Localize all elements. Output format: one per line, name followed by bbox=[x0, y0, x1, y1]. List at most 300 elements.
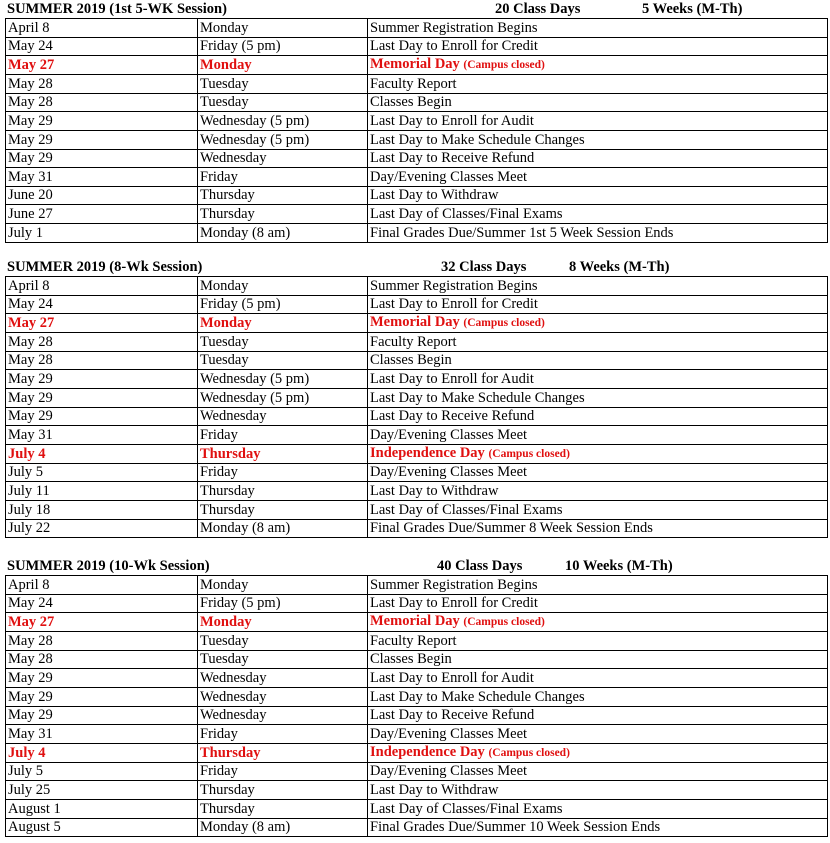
date-cell bbox=[6, 706, 198, 725]
date-cell-text: May 24 bbox=[8, 595, 53, 612]
date-cell-text: May 27 bbox=[8, 57, 55, 74]
day-cell-text: Thursday bbox=[200, 781, 255, 798]
table-row bbox=[6, 112, 828, 131]
table-row bbox=[6, 576, 828, 595]
section-title: SUMMER 2019 (10-Wk Session) bbox=[7, 558, 210, 574]
day-cell-text: Monday bbox=[200, 19, 249, 36]
date-cell-text: April 8 bbox=[8, 19, 50, 36]
date-cell-text: May 28 bbox=[8, 94, 53, 111]
date-cell bbox=[6, 818, 198, 837]
day-cell-text: Wednesday (5 pm) bbox=[200, 131, 310, 148]
event-cell-text: Last Day to Enroll for Audit bbox=[370, 370, 534, 387]
day-cell bbox=[198, 388, 368, 407]
day-cell-text: Wednesday bbox=[200, 150, 267, 167]
class-days: 32 Class Days bbox=[441, 259, 527, 275]
schedule-table bbox=[5, 276, 828, 538]
event-cell bbox=[368, 19, 828, 38]
day-cell-text: Tuesday bbox=[200, 632, 249, 649]
day-cell-text: Friday bbox=[200, 763, 238, 780]
date-cell-text: May 31 bbox=[8, 725, 53, 742]
event-cell bbox=[368, 93, 828, 112]
day-cell-text: Wednesday (5 pm) bbox=[200, 389, 310, 406]
day-cell bbox=[198, 687, 368, 706]
day-cell bbox=[198, 706, 368, 725]
event-cell-text: Day/Evening Classes Meet bbox=[370, 426, 528, 443]
date-cell-text: June 20 bbox=[8, 187, 53, 204]
event-cell-text: Last Day to Withdraw bbox=[370, 781, 499, 798]
section-header bbox=[5, 557, 827, 575]
date-cell bbox=[6, 112, 198, 131]
event-cell-text: Classes Begin bbox=[370, 352, 452, 369]
event-cell-text: Last Day to Receive Refund bbox=[370, 707, 535, 724]
table-row bbox=[6, 781, 828, 800]
day-cell bbox=[198, 482, 368, 501]
schedule-table bbox=[5, 575, 828, 837]
table-row bbox=[6, 519, 828, 538]
event-cell-text: Last Day to Withdraw bbox=[370, 187, 499, 204]
event-cell bbox=[368, 725, 828, 744]
table-row bbox=[6, 463, 828, 482]
event-cell-text: Last Day to Withdraw bbox=[370, 482, 499, 499]
table-row bbox=[6, 706, 828, 725]
event-cell-text: Day/Evening Classes Meet bbox=[370, 763, 528, 780]
date-cell bbox=[6, 519, 198, 538]
event-cell bbox=[368, 277, 828, 296]
day-cell bbox=[198, 19, 368, 38]
day-cell-text: Thursday bbox=[200, 187, 255, 204]
date-cell bbox=[6, 576, 198, 595]
day-cell-text: Tuesday bbox=[200, 333, 249, 350]
event-cell bbox=[368, 186, 828, 205]
day-cell-text: Monday (8 am) bbox=[200, 819, 291, 836]
table-row bbox=[6, 407, 828, 426]
day-cell-text: Friday (5 pm) bbox=[200, 595, 281, 612]
day-cell bbox=[198, 112, 368, 131]
event-cell-text: Memorial Day bbox=[370, 314, 460, 331]
date-cell-text: May 28 bbox=[8, 352, 53, 369]
date-cell-text: July 4 bbox=[8, 445, 46, 462]
day-cell bbox=[198, 650, 368, 669]
weeks: 8 Weeks (M-Th) bbox=[569, 259, 670, 275]
event-cell bbox=[368, 333, 828, 352]
day-cell bbox=[198, 799, 368, 818]
day-cell bbox=[198, 818, 368, 837]
day-cell-text: Monday bbox=[200, 277, 249, 294]
event-cell bbox=[368, 632, 828, 651]
date-cell bbox=[6, 37, 198, 56]
section-title: SUMMER 2019 (1st 5-WK Session) bbox=[7, 1, 227, 17]
day-cell-text: Tuesday bbox=[200, 651, 249, 668]
event-cell-text: Summer Registration Begins bbox=[370, 19, 538, 36]
table-row bbox=[6, 277, 828, 296]
date-cell bbox=[6, 669, 198, 688]
day-cell-text: Monday bbox=[200, 315, 252, 332]
date-cell-text: May 31 bbox=[8, 426, 53, 443]
event-cell-text: Last Day to Receive Refund bbox=[370, 408, 535, 425]
date-cell-text: May 28 bbox=[8, 651, 53, 668]
day-cell bbox=[198, 632, 368, 651]
date-cell-text: May 29 bbox=[8, 389, 53, 406]
day-cell bbox=[198, 93, 368, 112]
event-cell-text: Last Day to Enroll for Audit bbox=[370, 669, 534, 686]
date-cell bbox=[6, 295, 198, 314]
event-cell-text: Independence Day bbox=[370, 444, 485, 461]
date-cell bbox=[6, 19, 198, 38]
table-row bbox=[6, 687, 828, 706]
event-cell bbox=[368, 168, 828, 187]
day-cell-text: Friday bbox=[200, 725, 238, 742]
date-cell-text: July 5 bbox=[8, 763, 44, 780]
event-cell-text: Last Day to Make Schedule Changes bbox=[370, 131, 585, 148]
day-cell-text: Thursday bbox=[200, 744, 261, 761]
table-row bbox=[6, 650, 828, 669]
date-cell bbox=[6, 500, 198, 519]
campus-closed-note: (Campus closed) bbox=[463, 317, 545, 330]
event-cell-text: Classes Begin bbox=[370, 94, 452, 111]
date-cell bbox=[6, 149, 198, 168]
day-cell bbox=[198, 75, 368, 94]
date-cell-text: May 29 bbox=[8, 112, 53, 129]
event-cell bbox=[368, 463, 828, 482]
section-header bbox=[5, 258, 827, 276]
event-cell bbox=[368, 370, 828, 389]
date-cell-text: July 25 bbox=[8, 781, 51, 798]
event-cell-text: Memorial Day bbox=[370, 613, 460, 630]
event-cell bbox=[368, 407, 828, 426]
class-days: 40 Class Days bbox=[437, 558, 523, 574]
session-8wk bbox=[5, 258, 827, 538]
date-cell bbox=[6, 333, 198, 352]
table-row bbox=[6, 388, 828, 407]
event-cell-text: Last Day of Classes/Final Exams bbox=[370, 501, 563, 518]
event-cell-text: Independence Day bbox=[370, 743, 485, 760]
event-cell bbox=[368, 594, 828, 613]
date-cell bbox=[6, 370, 198, 389]
event-cell bbox=[368, 314, 828, 333]
date-cell-text: May 28 bbox=[8, 333, 53, 350]
day-cell-text: Thursday bbox=[200, 501, 255, 518]
table-row bbox=[6, 93, 828, 112]
day-cell-text: Wednesday bbox=[200, 688, 267, 705]
campus-closed-note: (Campus closed) bbox=[463, 59, 545, 72]
date-cell-text: May 27 bbox=[8, 315, 55, 332]
day-cell bbox=[198, 370, 368, 389]
table-row bbox=[6, 351, 828, 370]
day-cell-text: Wednesday (5 pm) bbox=[200, 112, 310, 129]
date-cell bbox=[6, 725, 198, 744]
event-cell bbox=[368, 426, 828, 445]
date-cell bbox=[6, 186, 198, 205]
event-cell bbox=[368, 75, 828, 94]
day-cell bbox=[198, 463, 368, 482]
day-cell-text: Monday (8 am) bbox=[200, 224, 291, 241]
table-row bbox=[6, 295, 828, 314]
date-cell bbox=[6, 762, 198, 781]
date-cell bbox=[6, 444, 198, 463]
day-cell bbox=[198, 351, 368, 370]
event-cell-text: Day/Evening Classes Meet bbox=[370, 725, 528, 742]
date-cell-text: May 31 bbox=[8, 168, 53, 185]
table-row bbox=[6, 370, 828, 389]
day-cell bbox=[198, 781, 368, 800]
date-cell-text: May 29 bbox=[8, 707, 53, 724]
day-cell bbox=[198, 186, 368, 205]
table-row bbox=[6, 168, 828, 187]
event-cell bbox=[368, 576, 828, 595]
day-cell bbox=[198, 743, 368, 762]
date-cell-text: April 8 bbox=[8, 576, 50, 593]
day-cell-text: Thursday bbox=[200, 800, 255, 817]
event-cell bbox=[368, 295, 828, 314]
day-cell bbox=[198, 725, 368, 744]
day-cell-text: Friday (5 pm) bbox=[200, 38, 281, 55]
event-cell bbox=[368, 388, 828, 407]
day-cell-text: Tuesday bbox=[200, 94, 249, 111]
day-cell-text: Wednesday bbox=[200, 408, 267, 425]
day-cell bbox=[198, 613, 368, 632]
holiday-row bbox=[6, 56, 828, 75]
table-row bbox=[6, 333, 828, 352]
date-cell bbox=[6, 277, 198, 296]
date-cell-text: August 1 bbox=[8, 800, 61, 817]
event-cell bbox=[368, 818, 828, 837]
session-5wk bbox=[5, 0, 827, 243]
event-cell-text: Faculty Report bbox=[370, 632, 457, 649]
event-cell bbox=[368, 149, 828, 168]
event-cell bbox=[368, 762, 828, 781]
event-cell-text: Last Day to Enroll for Credit bbox=[370, 296, 538, 313]
day-cell-text: Monday bbox=[200, 614, 252, 631]
table-row bbox=[6, 186, 828, 205]
campus-closed-note: (Campus closed) bbox=[463, 616, 545, 629]
day-cell-text: Wednesday bbox=[200, 707, 267, 724]
event-cell-text: Last Day to Enroll for Audit bbox=[370, 112, 534, 129]
date-cell-text: May 29 bbox=[8, 688, 53, 705]
event-cell-text: Day/Evening Classes Meet bbox=[370, 464, 528, 481]
date-cell-text: July 1 bbox=[8, 224, 44, 241]
holiday-row bbox=[6, 444, 828, 463]
table-row bbox=[6, 669, 828, 688]
date-cell-text: July 4 bbox=[8, 744, 46, 761]
day-cell-text: Wednesday (5 pm) bbox=[200, 370, 310, 387]
date-cell bbox=[6, 56, 198, 75]
date-cell bbox=[6, 632, 198, 651]
date-cell bbox=[6, 482, 198, 501]
day-cell-text: Friday (5 pm) bbox=[200, 296, 281, 313]
day-cell-text: Friday bbox=[200, 168, 238, 185]
campus-closed-note: (Campus closed) bbox=[488, 447, 570, 460]
event-cell-text: Classes Begin bbox=[370, 651, 452, 668]
day-cell bbox=[198, 37, 368, 56]
holiday-row bbox=[6, 314, 828, 333]
event-cell-text: Last Day to Enroll for Credit bbox=[370, 38, 538, 55]
event-cell bbox=[368, 223, 828, 242]
date-cell-text: May 29 bbox=[8, 150, 53, 167]
event-cell bbox=[368, 130, 828, 149]
day-cell bbox=[198, 762, 368, 781]
day-cell bbox=[198, 314, 368, 333]
table-row bbox=[6, 818, 828, 837]
event-cell bbox=[368, 743, 828, 762]
event-cell-text: Faculty Report bbox=[370, 333, 457, 350]
session-10wk bbox=[5, 557, 827, 837]
event-cell bbox=[368, 706, 828, 725]
date-cell bbox=[6, 463, 198, 482]
day-cell-text: Monday bbox=[200, 57, 252, 74]
day-cell bbox=[198, 168, 368, 187]
holiday-row bbox=[6, 613, 828, 632]
day-cell bbox=[198, 669, 368, 688]
event-cell bbox=[368, 444, 828, 463]
day-cell bbox=[198, 519, 368, 538]
date-cell bbox=[6, 223, 198, 242]
event-cell-text: Final Grades Due/Summer 10 Week Session Ends bbox=[370, 819, 661, 836]
event-cell bbox=[368, 519, 828, 538]
date-cell bbox=[6, 426, 198, 445]
event-cell-text: Last Day of Classes/Final Exams bbox=[370, 800, 563, 817]
date-cell-text: May 24 bbox=[8, 296, 53, 313]
date-cell bbox=[6, 205, 198, 224]
event-cell bbox=[368, 500, 828, 519]
date-cell-text: May 29 bbox=[8, 131, 53, 148]
section-header bbox=[5, 0, 827, 18]
table-row bbox=[6, 594, 828, 613]
date-cell bbox=[6, 168, 198, 187]
table-row bbox=[6, 75, 828, 94]
day-cell bbox=[198, 407, 368, 426]
date-cell bbox=[6, 75, 198, 94]
day-cell bbox=[198, 576, 368, 595]
day-cell-text: Thursday bbox=[200, 482, 255, 499]
table-row bbox=[6, 426, 828, 445]
table-row bbox=[6, 37, 828, 56]
day-cell bbox=[198, 277, 368, 296]
day-cell bbox=[198, 333, 368, 352]
table-row bbox=[6, 762, 828, 781]
day-cell bbox=[198, 223, 368, 242]
date-cell-text: May 24 bbox=[8, 38, 53, 55]
table-row bbox=[6, 632, 828, 651]
event-cell-text: Last Day to Make Schedule Changes bbox=[370, 389, 585, 406]
table-row bbox=[6, 500, 828, 519]
weeks: 10 Weeks (M-Th) bbox=[565, 558, 673, 574]
schedule-table bbox=[5, 18, 828, 243]
weeks: 5 Weeks (M-Th) bbox=[642, 1, 743, 17]
day-cell bbox=[198, 130, 368, 149]
day-cell-text: Thursday bbox=[200, 445, 261, 462]
date-cell bbox=[6, 781, 198, 800]
day-cell-text: Monday (8 am) bbox=[200, 520, 291, 537]
event-cell bbox=[368, 687, 828, 706]
event-cell bbox=[368, 669, 828, 688]
event-cell-text: Summer Registration Begins bbox=[370, 576, 538, 593]
event-cell-text: Day/Evening Classes Meet bbox=[370, 168, 528, 185]
date-cell bbox=[6, 388, 198, 407]
day-cell bbox=[198, 205, 368, 224]
event-cell-text: Faculty Report bbox=[370, 75, 457, 92]
event-cell-text: Last Day to Receive Refund bbox=[370, 150, 535, 167]
event-cell-text: Final Grades Due/Summer 1st 5 Week Session Ends bbox=[370, 224, 674, 241]
date-cell-text: July 18 bbox=[8, 501, 51, 518]
date-cell-text: May 27 bbox=[8, 614, 55, 631]
date-cell bbox=[6, 613, 198, 632]
table-row bbox=[6, 130, 828, 149]
date-cell-text: July 11 bbox=[8, 482, 50, 499]
holiday-row bbox=[6, 743, 828, 762]
date-cell-text: May 28 bbox=[8, 75, 53, 92]
day-cell bbox=[198, 149, 368, 168]
day-cell bbox=[198, 500, 368, 519]
table-row bbox=[6, 149, 828, 168]
date-cell bbox=[6, 594, 198, 613]
event-cell bbox=[368, 56, 828, 75]
event-cell bbox=[368, 799, 828, 818]
table-row bbox=[6, 725, 828, 744]
event-cell bbox=[368, 112, 828, 131]
day-cell-text: Tuesday bbox=[200, 352, 249, 369]
day-cell bbox=[198, 594, 368, 613]
date-cell-text: June 27 bbox=[8, 205, 53, 222]
event-cell-text: Last Day to Make Schedule Changes bbox=[370, 688, 585, 705]
event-cell bbox=[368, 650, 828, 669]
date-cell-text: July 5 bbox=[8, 464, 44, 481]
date-cell bbox=[6, 407, 198, 426]
event-cell bbox=[368, 351, 828, 370]
date-cell bbox=[6, 351, 198, 370]
event-cell-text: Last Day of Classes/Final Exams bbox=[370, 205, 563, 222]
day-cell-text: Friday bbox=[200, 464, 238, 481]
section-title: SUMMER 2019 (8-Wk Session) bbox=[7, 259, 203, 275]
day-cell bbox=[198, 56, 368, 75]
date-cell-text: May 29 bbox=[8, 370, 53, 387]
event-cell-text: Final Grades Due/Summer 8 Week Session Ends bbox=[370, 520, 653, 537]
table-row bbox=[6, 799, 828, 818]
date-cell-text: April 8 bbox=[8, 277, 50, 294]
date-cell bbox=[6, 687, 198, 706]
date-cell bbox=[6, 130, 198, 149]
date-cell bbox=[6, 314, 198, 333]
day-cell-text: Tuesday bbox=[200, 75, 249, 92]
date-cell bbox=[6, 650, 198, 669]
day-cell bbox=[198, 426, 368, 445]
date-cell bbox=[6, 743, 198, 762]
table-row bbox=[6, 223, 828, 242]
event-cell-text: Memorial Day bbox=[370, 56, 460, 73]
date-cell-text: May 28 bbox=[8, 632, 53, 649]
event-cell bbox=[368, 482, 828, 501]
day-cell-text: Wednesday bbox=[200, 669, 267, 686]
day-cell-text: Friday bbox=[200, 426, 238, 443]
event-cell bbox=[368, 613, 828, 632]
date-cell bbox=[6, 799, 198, 818]
table-row bbox=[6, 19, 828, 38]
event-cell bbox=[368, 205, 828, 224]
day-cell bbox=[198, 295, 368, 314]
day-cell-text: Thursday bbox=[200, 205, 255, 222]
day-cell-text: Monday bbox=[200, 576, 249, 593]
date-cell bbox=[6, 93, 198, 112]
date-cell-text: August 5 bbox=[8, 819, 61, 836]
day-cell bbox=[198, 444, 368, 463]
event-cell-text: Summer Registration Begins bbox=[370, 277, 538, 294]
table-row bbox=[6, 482, 828, 501]
date-cell-text: July 22 bbox=[8, 520, 51, 537]
event-cell-text: Last Day to Enroll for Credit bbox=[370, 595, 538, 612]
date-cell-text: May 29 bbox=[8, 408, 53, 425]
event-cell bbox=[368, 37, 828, 56]
class-days: 20 Class Days bbox=[495, 1, 581, 17]
table-row bbox=[6, 205, 828, 224]
